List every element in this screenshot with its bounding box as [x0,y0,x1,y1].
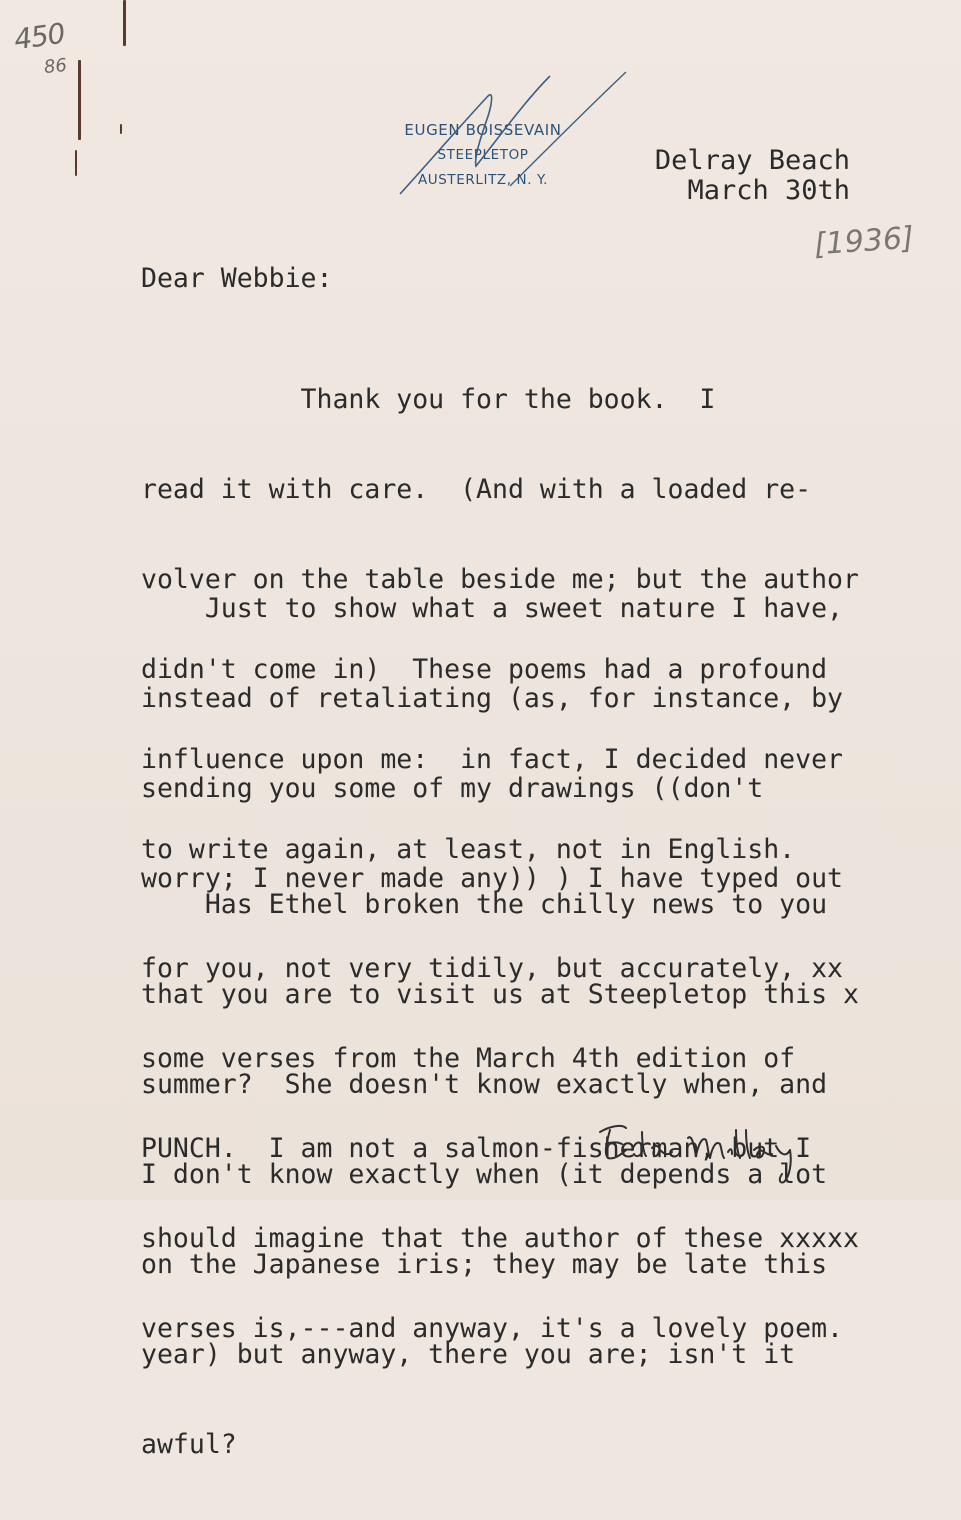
dateline-date: March 30th [687,175,850,206]
dateline-place: Delray Beach [654,145,850,176]
text-line: PUNCH. I am not a salmon-fisherman, but I [141,1133,812,1164]
rust-mark [75,150,77,176]
text-line: awful? [141,1429,237,1460]
text-line: instead of retaliating (as, for instance, by [141,683,843,714]
text-line: volver on the table beside me; but the author [141,564,859,595]
text-line: sending you some of my drawings ((don't [141,773,764,804]
letterhead-estate: STEEPLETOP [437,147,529,163]
text-line: that you are to visit us at Steepletop this x [141,979,859,1010]
text-line: read it with care. (And with a loaded re- [141,474,812,505]
text-line: worry; I never made any)) ) I have typed out [141,863,843,894]
text-line: influence upon me: in fact, I decided never [141,744,843,775]
text-line: for you, not very tidily, but accurately, xx [141,953,843,984]
letterhead-address: AUSTERLITZ, N. Y. [417,172,549,188]
text-line: Thank you for the book. I [141,384,716,415]
letterhead-name: EUGEN BOISSEVAIN [404,121,562,139]
handwritten-signature [596,1110,826,1190]
rust-mark [120,124,122,134]
text-line: should imagine that the author of these xxxxx [141,1223,859,1254]
text-line: on the Japanese iris; they may be late this [141,1249,828,1280]
text-line: verses is,---and anyway, it's a lovely poem. [141,1313,843,1344]
text-line: some verses from the March 4th edition of [141,1043,796,1074]
text-line: Just to show what a sweet nature I have, [141,593,843,624]
text-line: summer? She doesn't know exactly when, and [141,1069,828,1100]
dateline [590,146,850,206]
text-line: to write again, at least, not in English. [141,834,796,865]
text-line: Has Ethel broken the chilly news to you [141,889,828,920]
text-line: I don't know exactly when (it depends a lot [141,1159,828,1190]
salutation: Dear Webbie: [141,263,333,294]
rust-mark [78,60,81,140]
text-line: didn't come in) These poems had a profound [141,654,828,685]
pencil-price-note: 450 [11,16,67,57]
text-line: year) but anyway, there you are; isn't it [141,1339,796,1370]
rust-mark [123,0,126,46]
pencil-sub-note: 86 [42,54,68,79]
pencil-year-note: [1936] [812,220,915,263]
